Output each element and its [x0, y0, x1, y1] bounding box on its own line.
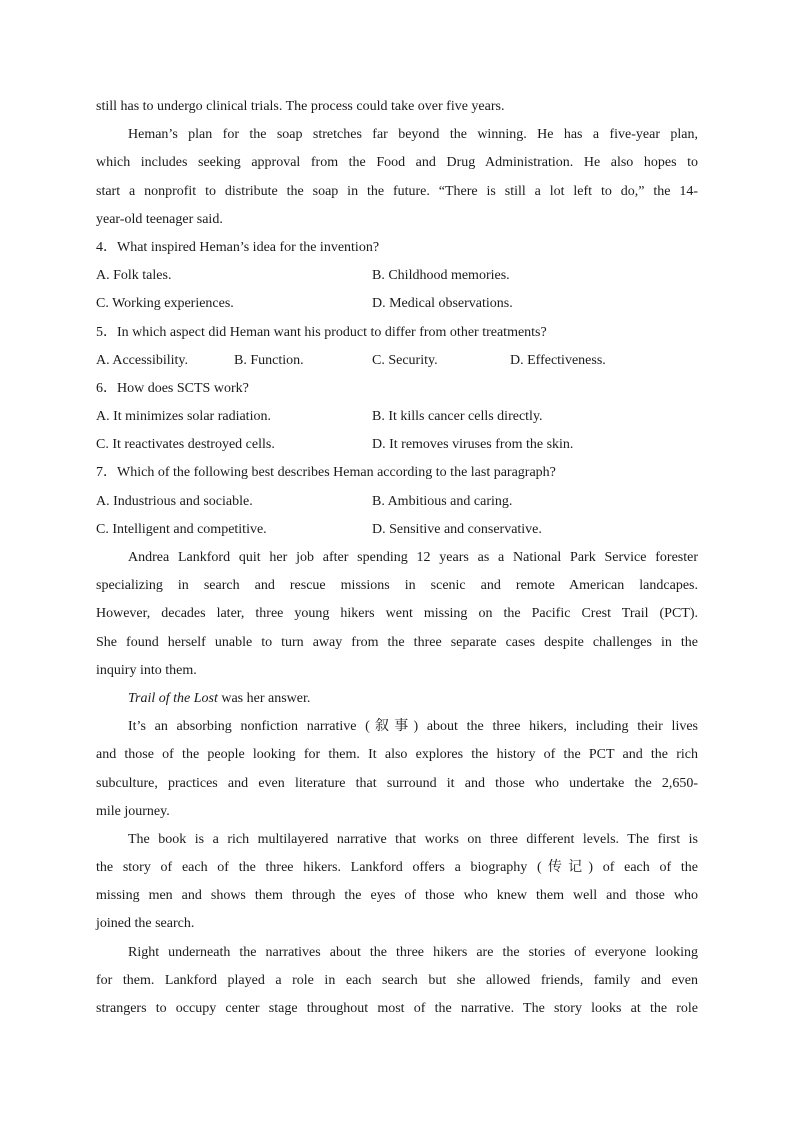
passage-line: Andrea Lankford quit her job after spending 12 years as a National Park Service forester — [128, 550, 698, 565]
passage-line: still has to undergo clinical trials. The process could take over five years. — [96, 99, 505, 114]
passage-line: which includes seeking approval from the Food and Drug Administration. He also hopes to — [96, 155, 698, 171]
passage-line: Right underneath the narratives about the three hikers are the stories of everyone looking — [128, 944, 698, 960]
option-b: B. Ambitious and caring. — [372, 493, 513, 509]
question-options — [96, 262, 698, 290]
option-a: A. Accessibility. — [96, 352, 189, 368]
option-b: B. It kills cancer cells directly. — [372, 409, 543, 425]
option-a: A. It minimizes solar radiation. — [96, 409, 271, 425]
option-d: D. Sensitive and conservative. — [372, 521, 542, 537]
passage-line: inquiry into them. — [96, 662, 197, 678]
option-d: D. Effectiveness. — [510, 352, 606, 368]
passage-line: The book is a rich multilayered narrative that works on three different levels. The first is — [128, 831, 698, 847]
passage-line: specializing in search and rescue missions in scenic and remote American landcapes. — [96, 578, 698, 594]
passage-line: the story of each of the three hikers. Lankford offers a biography (传记) of each of the — [96, 860, 698, 876]
passage-line: She found herself unable to turn away from the three separate cases despite challenges in the — [96, 634, 698, 650]
option-d: D. It removes viruses from the skin. — [372, 437, 574, 453]
book-title: Trail of the Lost — [128, 690, 218, 706]
option-c: C. Intelligent and competitive. — [96, 521, 267, 537]
option-b: B. Function. — [234, 352, 304, 368]
option-b: B. Childhood memories. — [372, 268, 510, 284]
question-options — [96, 431, 698, 459]
question-options — [96, 516, 698, 544]
question-options — [96, 347, 698, 375]
passage-line: strangers to occupy center stage throughout most of the narrative. The story looks at the role — [96, 1001, 698, 1016]
passage-line: and those of the people looking for them. It also explores the history of the PCT and the rich — [96, 747, 698, 763]
passage-line: Heman’s plan for the soap stretches far beyond the winning. He has a five-year plan, — [128, 127, 698, 143]
question-options — [96, 488, 698, 516]
passage-line: year-old teenager said. — [96, 211, 223, 227]
option-c: C. Security. — [372, 352, 438, 368]
question-stem: 5．In which aspect did Heman want his product to differ from other treatments? — [96, 324, 547, 340]
passage-line: subculture, practices and even literature that surround it and those who undertake the 2,650- — [96, 775, 698, 791]
passage-line: start a nonprofit to distribute the soap in the future. “There is still a lot left to do,” the 14- — [96, 183, 698, 199]
option-c: C. It reactivates destroyed cells. — [96, 437, 275, 453]
passage-line: However, decades later, three young hikers went missing on the Pacific Crest Trail (PCT). — [96, 606, 698, 622]
passage-line: missing men and shows them through the eyes of those who knew them well and those who — [96, 888, 698, 904]
question-options — [96, 290, 698, 318]
option-c: C. Working experiences. — [96, 296, 234, 312]
passage-line: joined the search. — [96, 916, 195, 932]
option-d: D. Medical observations. — [372, 296, 513, 312]
passage-line: for them. Lankford played a role in each search but she allowed friends, family and even — [96, 972, 698, 988]
question-stem: 7．Which of the following best describes Heman according to the last paragraph? — [96, 465, 556, 481]
passage-line — [96, 685, 698, 713]
option-a: A. Folk tales. — [96, 268, 172, 284]
document-body — [96, 93, 698, 1023]
question-stem: 6．How does SCTS work? — [96, 380, 249, 396]
passage-line: It’s an absorbing nonfiction narrative (叙事) about the three hikers, including their lives — [128, 719, 698, 735]
option-a: A. Industrious and sociable. — [96, 493, 253, 509]
question-stem: 4．What inspired Heman’s idea for the invention? — [96, 239, 380, 255]
passage-text: was her answer. — [217, 690, 311, 706]
passage-line: mile journey. — [96, 803, 170, 819]
question-options — [96, 403, 698, 431]
